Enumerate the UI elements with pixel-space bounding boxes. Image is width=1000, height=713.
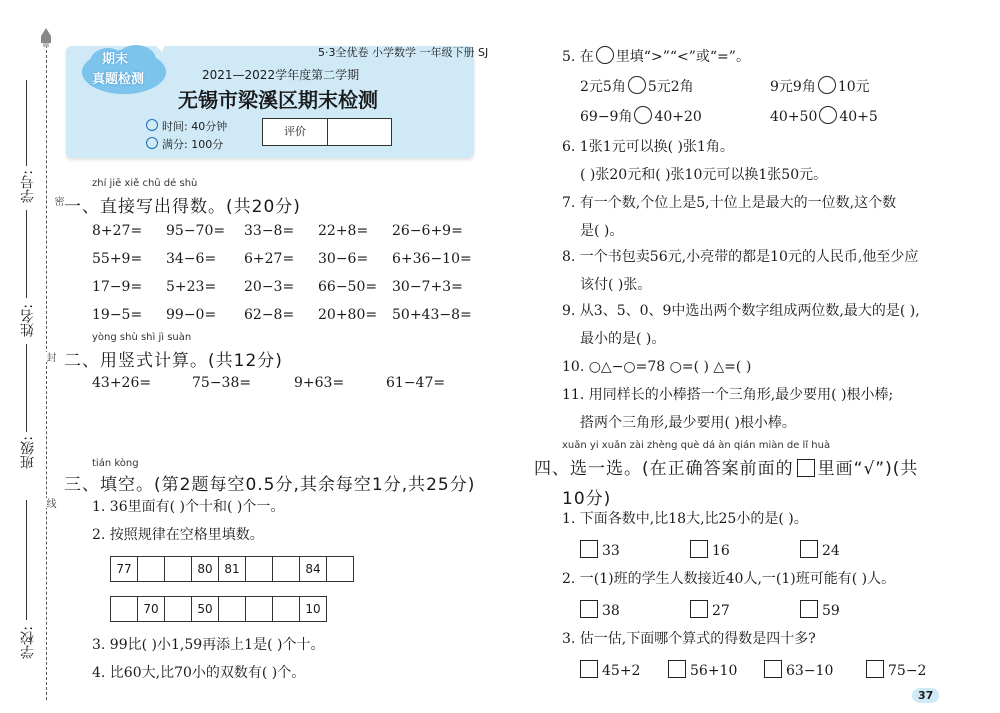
q11-line2: 搭两个三角形,最少要用( )根小棒。 xyxy=(580,415,796,431)
q5-prompt: 5. 在 里填“>”“<”或“=”。 xyxy=(562,46,750,66)
choice-q1: 1. 下面各数中,比18大,比25小的是( )。 xyxy=(562,511,808,527)
checkbox-square[interactable] xyxy=(580,660,598,678)
time-limit: 时间: 40分钟 xyxy=(146,118,227,134)
q11-line1: 11. 用同样长的小棒搭一个三角形,最少要用( )根小棒; xyxy=(562,387,894,403)
mental-math-item[interactable]: 20+80= xyxy=(318,307,378,323)
margin-school-label: 学校: xyxy=(20,626,36,659)
score-label: 评价 xyxy=(263,119,328,145)
checkbox-square[interactable] xyxy=(690,600,708,618)
checkbox-square[interactable] xyxy=(800,600,818,618)
mental-math-item[interactable]: 62−8= xyxy=(244,307,295,323)
margin-name-label: 姓名: xyxy=(20,304,36,337)
checkbox-square[interactable] xyxy=(690,540,708,558)
total-score: 满分: 100分 xyxy=(146,136,223,152)
mental-math-item[interactable]: 8+27= xyxy=(92,223,143,239)
sequence-cell[interactable]: 84 xyxy=(299,556,326,582)
margin-school-line[interactable] xyxy=(26,500,27,620)
page-title: 无锡市梁溪区期末检测 xyxy=(178,88,378,112)
vertical-item[interactable]: 75−38= xyxy=(192,375,252,391)
checkbox-square[interactable] xyxy=(764,660,782,678)
checkbox-square[interactable] xyxy=(800,540,818,558)
sequence-cell[interactable] xyxy=(326,556,354,582)
choice-option[interactable]: 59 xyxy=(800,600,840,620)
mental-math-item[interactable]: 33−8= xyxy=(244,223,295,239)
choice-option[interactable]: 63−10 xyxy=(764,660,833,680)
q5-item-a[interactable]: 2元5角 5元2角 xyxy=(580,76,694,96)
school-year: 2021—2022学年度第二学期 xyxy=(202,68,360,82)
section3-pinyin: tián kòng xyxy=(92,458,139,469)
series-label: 5·3全优卷 小学数学 一年级下册 SJ xyxy=(318,46,489,59)
badge-line2: 真题检测 xyxy=(92,72,145,87)
mental-math-item[interactable]: 20−3= xyxy=(244,279,295,295)
section1-title: 一、直接写出得数。(共20分) xyxy=(64,197,301,217)
mental-math-item[interactable]: 17−9= xyxy=(92,279,143,295)
badge-line1: 期末 xyxy=(102,52,129,67)
compare-circle[interactable] xyxy=(819,106,837,124)
choice-option[interactable]: 38 xyxy=(580,600,620,620)
sequence-cell[interactable] xyxy=(218,596,245,622)
sequence-cell[interactable] xyxy=(272,596,299,622)
margin-class-line[interactable] xyxy=(26,344,27,432)
fill-q2: 2. 按照规律在空格里填数。 xyxy=(92,527,264,543)
vertical-item[interactable]: 61−47= xyxy=(386,375,446,391)
sequence-cell[interactable]: 77 xyxy=(110,556,137,582)
sequence-cell[interactable]: 10 xyxy=(299,596,327,622)
vertical-item[interactable]: 43+26= xyxy=(92,375,152,391)
page-number: 37 xyxy=(912,688,939,703)
sequence-cell[interactable] xyxy=(272,556,299,582)
mental-math-item[interactable]: 50+43−8= xyxy=(392,307,472,323)
fill-q4: 4. 比60大,比70小的双数有( )个。 xyxy=(92,665,306,681)
q7-line2: 是( )。 xyxy=(580,223,624,239)
sequence-cell[interactable] xyxy=(110,596,137,622)
margin-class-label: 班级: xyxy=(20,436,36,469)
choice-option[interactable]: 24 xyxy=(800,540,840,560)
check-circle-icon xyxy=(146,137,158,149)
mental-math-item[interactable]: 95−70= xyxy=(166,223,226,239)
fill-q3: 3. 99比( )小1,59再添上1是( )个十。 xyxy=(92,637,325,653)
mental-math-item[interactable]: 30−6= xyxy=(318,251,369,267)
mental-math-item[interactable]: 55+9= xyxy=(92,251,143,267)
q8-line2: 该付( )张。 xyxy=(580,277,652,293)
sequence-grid-2 xyxy=(110,596,327,622)
sequence-cell[interactable]: 80 xyxy=(191,556,218,582)
checkbox-square[interactable] xyxy=(866,660,884,678)
q5-item-c[interactable]: 69−9角 40+20 xyxy=(580,106,702,126)
exam-badge xyxy=(78,40,170,100)
section3-title: 三、填空。(第2题每空0.5分,其余每空1分,共25分) xyxy=(64,475,476,495)
checkbox-square[interactable] xyxy=(668,660,686,678)
rocket-icon xyxy=(40,28,52,48)
q6-line1: 6. 1张1元可以换( )张1角。 xyxy=(562,139,734,155)
sequence-cell[interactable]: 50 xyxy=(191,596,218,622)
section4-title: 四、选一选。(在正确答案前面的 里画“√”)(共 xyxy=(534,459,919,479)
mental-math-item[interactable]: 26−6+9= xyxy=(392,223,463,239)
section2-pinyin: yòng shù shì jì suàn xyxy=(92,332,192,343)
margin-mi: 密 xyxy=(52,196,63,206)
mental-math-item[interactable]: 19−5= xyxy=(92,307,143,323)
vertical-item[interactable]: 9+63= xyxy=(294,375,345,391)
compare-circle[interactable] xyxy=(818,76,836,94)
choice-q2: 2. 一(1)班的学生人数接近40人,一(1)班可能有( )人。 xyxy=(562,571,896,587)
section2-title: 二、用竖式计算。(共12分) xyxy=(64,351,283,371)
choice-option[interactable]: 75−2 xyxy=(866,660,926,680)
mental-math-item[interactable]: 30−7+3= xyxy=(392,279,463,295)
margin-name-line[interactable] xyxy=(26,210,27,298)
fill-q1: 1. 36里面有( )个十和( )个一。 xyxy=(92,499,285,515)
choice-option[interactable]: 27 xyxy=(690,600,730,620)
q10: 10. ○△−○=78 ○=( ) △=( ) xyxy=(562,359,752,375)
checkbox-square[interactable] xyxy=(580,600,598,618)
choice-option[interactable]: 33 xyxy=(580,540,620,560)
q8-line1: 8. 一个书包卖56元,小亮带的都是10元的人民币,他至少应 xyxy=(562,249,919,265)
circle-blank-icon xyxy=(596,46,614,64)
margin-xian: 线 xyxy=(44,498,55,508)
sequence-cell[interactable]: 81 xyxy=(218,556,245,582)
margin-id-label: 学号: xyxy=(20,170,36,203)
sequence-cell[interactable] xyxy=(164,596,191,622)
sequence-cell[interactable]: 70 xyxy=(137,596,164,622)
mental-math-item[interactable]: 6+27= xyxy=(244,251,295,267)
choice-option[interactable]: 16 xyxy=(690,540,730,560)
checkbox-square[interactable] xyxy=(580,540,598,558)
compare-circle[interactable] xyxy=(634,106,652,124)
sequence-cell[interactable] xyxy=(164,556,191,582)
margin-feng: 封 xyxy=(44,352,55,362)
q7-line1: 7. 有一个数,个位上是5,十位上是最大的一位数,这个数 xyxy=(562,195,897,211)
q6-line2: ( )张20元和( )张10元可以换1张50元。 xyxy=(580,167,828,183)
square-blank-icon xyxy=(797,459,815,477)
score-box[interactable] xyxy=(262,118,392,146)
choice-option[interactable]: 45+2 xyxy=(580,660,640,680)
sequence-cell[interactable] xyxy=(245,596,272,622)
sequence-cell[interactable] xyxy=(137,556,164,582)
mental-math-item[interactable]: 66−50= xyxy=(318,279,378,295)
binding-dashed-line xyxy=(46,40,47,700)
section4-title-cont: 10分) xyxy=(562,489,612,509)
section4-pinyin: xuǎn yi xuǎn zài zhèng què dá àn qián miàn de lǐ huà xyxy=(562,440,831,451)
q9-line2: 最小的是( )。 xyxy=(580,331,666,347)
q5-item-b[interactable]: 9元9角 10元 xyxy=(770,76,870,96)
choice-option[interactable]: 56+10 xyxy=(668,660,737,680)
mental-math-item[interactable]: 34−6= xyxy=(166,251,217,267)
mental-math-item[interactable]: 22+8= xyxy=(318,223,369,239)
compare-circle[interactable] xyxy=(628,76,646,94)
sequence-cell[interactable] xyxy=(245,556,272,582)
sequence-grid-1 xyxy=(110,556,354,582)
mental-math-item[interactable]: 99−0= xyxy=(166,307,217,323)
section1-pinyin: zhí jiē xiě chū dé shù xyxy=(92,178,198,189)
q5-item-d[interactable]: 40+50 40+5 xyxy=(770,106,878,126)
mental-math-item[interactable]: 5+23= xyxy=(166,279,217,295)
q9-line1: 9. 从3、5、0、9中选出两个数字组成两位数,最大的是( ), xyxy=(562,303,920,319)
margin-id-line[interactable] xyxy=(26,80,27,166)
clock-icon xyxy=(146,119,158,131)
mental-math-item[interactable]: 6+36−10= xyxy=(392,251,472,267)
choice-q3: 3. 估一估,下面哪个算式的得数是四十多? xyxy=(562,631,816,647)
